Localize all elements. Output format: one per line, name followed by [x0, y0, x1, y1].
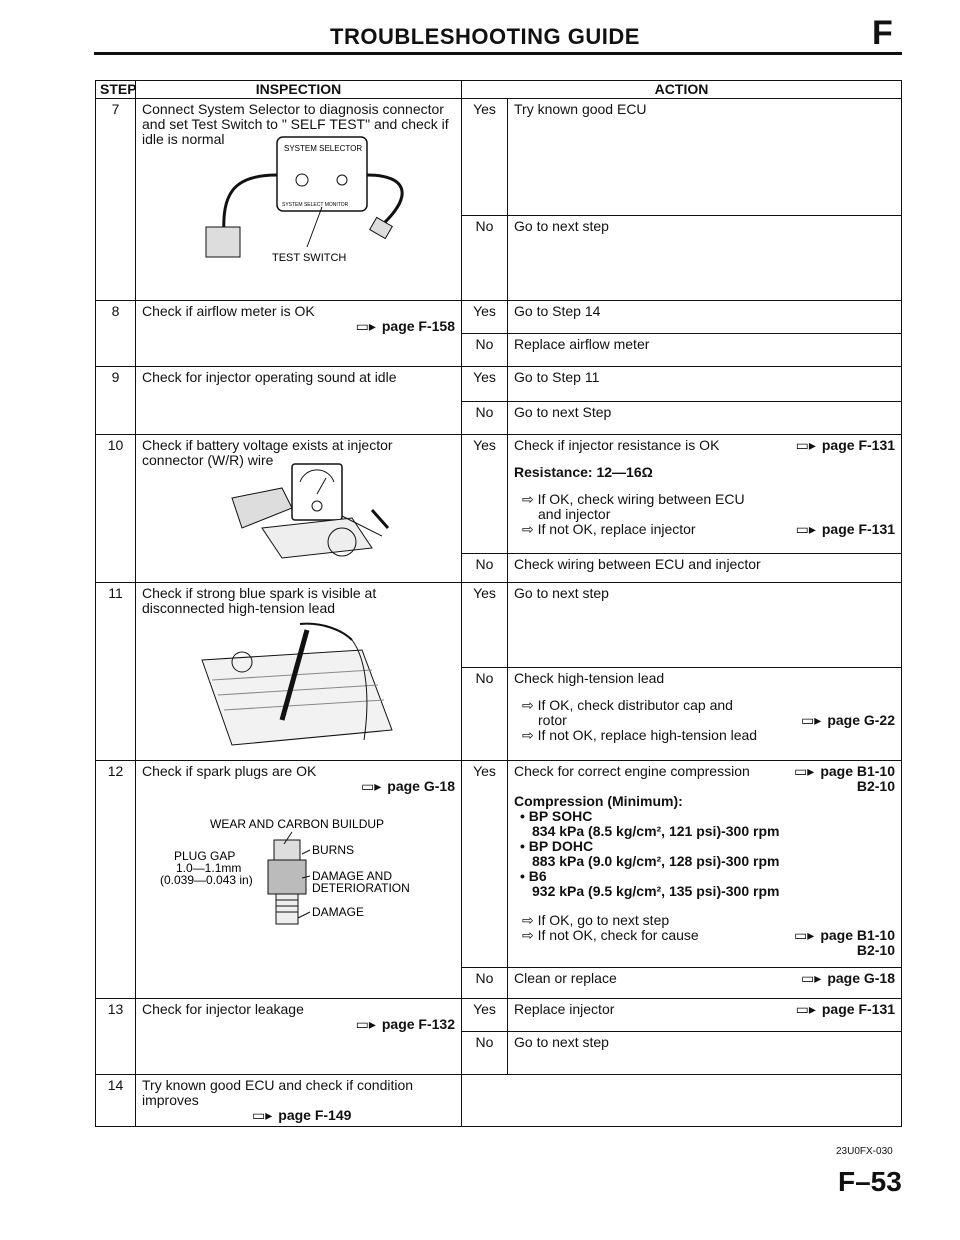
burns-label: BURNS	[312, 843, 355, 857]
no-label: No	[462, 554, 508, 583]
damage-label: DAMAGE	[312, 905, 365, 919]
step-number: 11	[96, 583, 136, 761]
inspection-cell	[136, 435, 462, 583]
page-reference-secondary: B2-10	[856, 778, 896, 794]
action-text: Go to next step	[508, 1032, 902, 1075]
reference-icon: ▭▸	[801, 970, 822, 986]
table-row	[96, 761, 902, 968]
action-text: Replace airflow meter	[508, 334, 902, 367]
inspection-cell	[136, 99, 462, 301]
step-number: 7	[96, 99, 136, 301]
inspection-text: Try known good ECU and check if condition improves	[142, 1077, 414, 1108]
table-row	[96, 301, 902, 334]
action-line: Replace injector ▭▸ page F-131	[508, 999, 902, 1032]
ok-line: ⇨ If OK, go to next step	[522, 912, 670, 928]
inspection-cell	[136, 761, 462, 999]
reference-icon: ▭▸	[355, 1016, 376, 1032]
page-reference: ▭▸ page F-158	[355, 318, 455, 334]
header-rule	[94, 52, 902, 55]
ok-line: ⇨ If OK, check wiring between ECU	[522, 491, 745, 507]
resistance-spec: Resistance: 12—16Ω	[514, 464, 653, 480]
page-reference: ▭▸ page G-22	[801, 712, 896, 728]
inspection-cell	[136, 583, 462, 761]
inspection-text: Check if battery voltage exists at injector connector (W/R) wire	[142, 437, 393, 468]
no-label: No	[462, 968, 508, 999]
reference-icon: ▭▸	[795, 437, 816, 453]
table-row	[96, 999, 902, 1032]
inspection-text: Check if strong blue spark is visible at disconnected high-tension lead	[142, 585, 377, 616]
step-number: 14	[96, 1075, 136, 1127]
step-number: 12	[96, 761, 136, 999]
action-text: Go to next step	[508, 583, 902, 668]
page-reference-secondary: B2-10	[856, 942, 896, 958]
col-step: STEP	[96, 81, 136, 99]
no-label: No	[462, 668, 508, 761]
engine-b6: • B6	[520, 868, 547, 884]
col-action: ACTION	[462, 81, 902, 99]
action-text: Go to Step 14	[508, 301, 902, 334]
yes-label: Yes	[462, 761, 508, 968]
system-selector-figure	[202, 135, 422, 267]
damage-det-label: DAMAGE AND	[312, 869, 393, 883]
plug-gap-in: (0.039—0.043 in)	[160, 873, 253, 887]
reference-icon: ▭▸	[795, 521, 816, 537]
inspection-text: Check for injector operating sound at idle	[136, 367, 462, 435]
inspection-cell	[136, 301, 462, 367]
page-reference: ▭▸ page F-131	[795, 437, 896, 453]
ok-line: ⇨ If OK, check distributor cap and	[522, 697, 733, 713]
empty-action-cell	[462, 1075, 902, 1127]
reference-icon: ▭▸	[794, 763, 815, 779]
reference-icon: ▭▸	[794, 927, 815, 943]
table-row	[96, 99, 902, 216]
ok-line-cont: rotor ▭▸ page G-22	[538, 712, 896, 728]
no-label: No	[462, 402, 508, 435]
inspection-text: Check if airflow meter is OK	[142, 303, 315, 319]
engine-bp-dohc-value: 883 kPa (9.0 kg/cm², 128 psi)-300 rpm	[532, 853, 780, 869]
reference-icon: ▭▸	[361, 778, 382, 794]
page-reference: ▭▸ page B1-10	[794, 763, 896, 779]
step-number: 10	[96, 435, 136, 583]
compression-title: Compression (Minimum):	[514, 793, 683, 809]
engine-bp-dohc: • BP DOHC	[520, 838, 594, 854]
page-reference: ▭▸ page G-18	[361, 778, 455, 794]
action-cell	[508, 668, 902, 761]
selector-label: SYSTEM SELECTOR	[284, 144, 363, 153]
table-header-row	[96, 81, 902, 99]
yes-label: Yes	[462, 99, 508, 216]
section-letter: F	[872, 14, 893, 52]
no-label: No	[462, 1032, 508, 1075]
action-text: Go to next step	[508, 216, 902, 301]
action-text: Go to next Step	[508, 402, 902, 435]
reference-icon: ▭▸	[795, 1001, 816, 1017]
action-text: Try known good ECU	[508, 99, 902, 216]
inspection-cell	[136, 999, 462, 1075]
page-reference: ▭▸ page F-132	[355, 1016, 455, 1032]
action-line: Check for correct engine compression ▭▸ page B1-10	[514, 763, 896, 779]
reference-icon: ▭▸	[801, 712, 822, 728]
step-number: 8	[96, 301, 136, 367]
not-ok-line: ⇨ If not OK, check for cause ▭▸ page B1-10	[522, 927, 896, 943]
monitor-label: SYSTEM SELECT MONITOR	[282, 202, 349, 208]
reference-icon: ▭▸	[355, 318, 376, 334]
step-number: 9	[96, 367, 136, 435]
table-row	[96, 583, 902, 668]
col-inspection: INSPECTION	[136, 81, 462, 99]
no-label: No	[462, 334, 508, 367]
page-reference: ▭▸ page G-18	[801, 970, 896, 986]
spark-test-figure	[192, 620, 402, 750]
not-ok-line: ⇨ If not OK, replace high-tension lead	[522, 727, 758, 743]
action-cell	[508, 435, 902, 554]
page-reference: ▭▸ page F-149	[252, 1107, 352, 1123]
page-reference: ▭▸ page B1-10	[794, 927, 896, 943]
inspection-cell	[136, 1075, 462, 1127]
page-reference: ▭▸ page F-131	[795, 1001, 896, 1017]
yes-label: Yes	[462, 583, 508, 668]
page-title: TROUBLESHOOTING GUIDE	[330, 24, 640, 49]
wear-label: WEAR AND CARBON BUILDUP	[210, 818, 385, 831]
deterioration-label: DETERIORATION	[312, 881, 410, 895]
engine-bp-sohc: • BP SOHC	[520, 808, 593, 824]
yes-label: Yes	[462, 301, 508, 334]
plug-gap-mm: 1.0—1.1mm	[176, 861, 242, 875]
table-row	[96, 367, 902, 402]
plug-gap-label: PLUG GAP	[174, 849, 236, 863]
action-cell	[508, 761, 902, 968]
voltmeter-injector-figure	[222, 458, 402, 564]
engine-b6-value: 932 kPa (9.5 kg/cm², 135 psi)-300 rpm	[532, 883, 780, 899]
action-text: Go to Step 11	[508, 367, 902, 402]
yes-label: Yes	[462, 367, 508, 402]
table-row	[96, 1075, 902, 1127]
action-text: Check wiring between ECU and injector	[508, 554, 902, 583]
action-text: Check high-tension lead	[514, 670, 665, 686]
inspection-text: Connect System Selector to diagnosis connector and set Test Switch to " SELF TEST" and check if idle is normal	[142, 101, 449, 147]
spark-plug-figure	[152, 818, 442, 948]
inspection-text: Check for injector leakage	[142, 1001, 304, 1017]
inspection-text: Check if spark plugs are OK	[142, 763, 317, 779]
not-ok-line: ⇨ If not OK, replace injector ▭▸ page F-131	[522, 521, 896, 537]
page-reference: ▭▸ page F-131	[795, 521, 896, 537]
table-row	[96, 435, 902, 554]
ok-line-cont: and injector	[538, 506, 611, 522]
yes-label: Yes	[462, 435, 508, 554]
figure-code: 23U0FX-030	[836, 1146, 893, 1157]
test-switch-label: TEST SWITCH	[272, 252, 347, 264]
page-number: F–53	[838, 1166, 902, 1197]
yes-label: Yes	[462, 999, 508, 1032]
action-line: Clean or replace ▭▸ page G-18	[508, 968, 902, 999]
no-label: No	[462, 216, 508, 301]
reference-icon: ▭▸	[252, 1107, 273, 1123]
troubleshooting-table	[95, 80, 902, 1127]
step-number: 13	[96, 999, 136, 1075]
action-line: Check if injector resistance is OK ▭▸ page F-131	[514, 437, 896, 453]
engine-bp-sohc-value: 834 kPa (8.5 kg/cm², 121 psi)-300 rpm	[532, 823, 780, 839]
